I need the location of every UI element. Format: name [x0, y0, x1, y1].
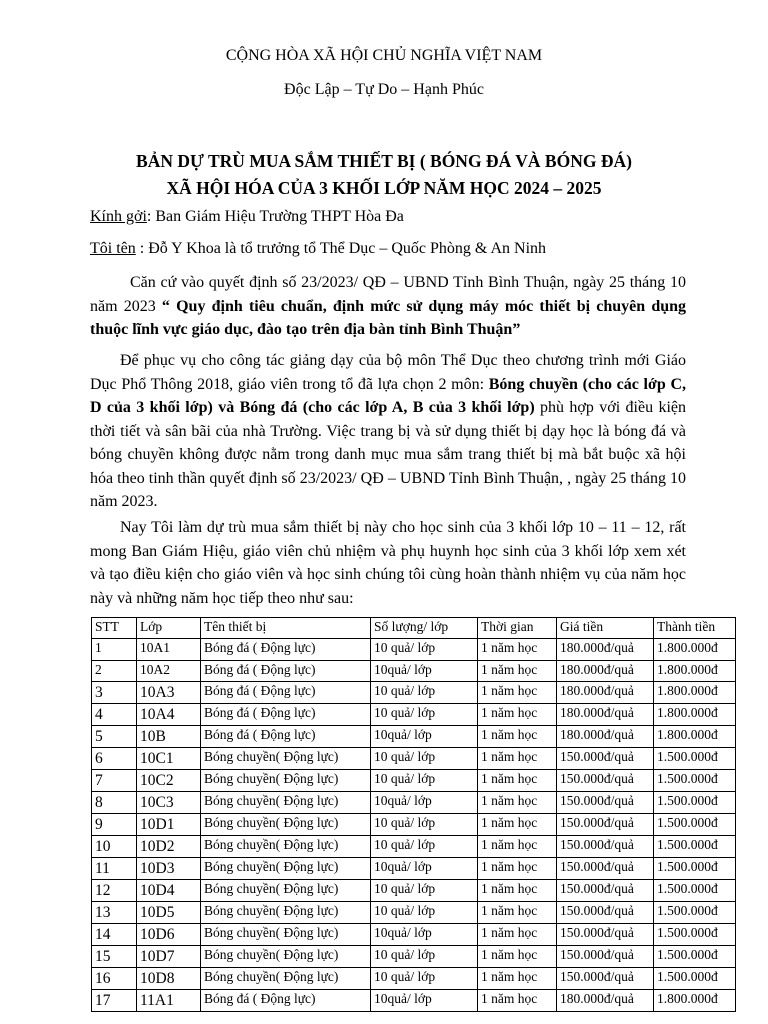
author-label: Tôi tên [90, 240, 136, 257]
cell-duration: 1 năm học [478, 703, 557, 725]
cell-item: Bóng chuyền( Động lực) [201, 879, 371, 901]
cell-stt: 17 [92, 989, 137, 1011]
cell-price: 150.000đ/quả [557, 857, 654, 879]
addressee-line [90, 208, 404, 226]
header-total: Thành tiền [654, 618, 736, 639]
table-row [92, 967, 736, 989]
cell-price: 150.000đ/quả [557, 945, 654, 967]
cell-price: 150.000đ/quả [557, 747, 654, 769]
cell-duration: 1 năm học [478, 835, 557, 857]
cell-stt: 6 [92, 747, 137, 769]
cell-quantity: 10quả/ lớp [371, 660, 478, 681]
cell-stt: 16 [92, 967, 137, 989]
title-line-1: BẢN DỰ TRÙ MUA SẮM THIẾT BỊ ( BÓNG ĐÁ VÀ BÓNG ĐÁ) [136, 151, 632, 171]
cell-stt: 13 [92, 901, 137, 923]
paragraph-request: Nay Tôi làm dự trù mua sắm thiết bị này cho học sinh của 3 khối lớp 10 – 11 – 12, rất mong Ban Giám Hiệu, giáo viên chủ nhiệm và phụ huynh học sinh của 3 khối lớp xem xét và tạo điều kiện cho giáo viên và học sinh chúng tôi cùng hoàn thành nhiệm vụ của năm học này và những năm học tiếp theo như sau: [90, 519, 686, 607]
cell-price: 180.000đ/quả [557, 703, 654, 725]
cell-price: 150.000đ/quả [557, 791, 654, 813]
cell-total: 1.500.000đ [654, 791, 736, 813]
cell-item: Bóng chuyền( Động lực) [201, 901, 371, 923]
cell-total: 1.500.000đ [654, 835, 736, 857]
table-row [92, 901, 736, 923]
cell-quantity: 10 quả/ lớp [371, 901, 478, 923]
cell-quantity: 10quả/ lớp [371, 725, 478, 747]
header-class: Lớp [137, 618, 201, 639]
cell-class: 10D7 [137, 945, 201, 967]
cell-duration: 1 năm học [478, 791, 557, 813]
cell-quantity: 10 quả/ lớp [371, 769, 478, 791]
cell-quantity: 10 quả/ lớp [371, 945, 478, 967]
cell-item: Bóng chuyền( Động lực) [201, 747, 371, 769]
header-quantity: Số lượng/ lớp [371, 618, 478, 639]
cell-price: 150.000đ/quả [557, 769, 654, 791]
equipment-table [91, 617, 736, 1012]
cell-duration: 1 năm học [478, 681, 557, 703]
cell-total: 1.800.000đ [654, 681, 736, 703]
nation-heading: CỘNG HÒA XÃ HỘI CHỦ NGHĨA VIỆT NAM [225, 47, 543, 64]
paragraph2-text1: Để phục vụ cho công tác giảng dạy của bộ môn Thể Dục theo chương trình mới Giáo Dục Phổ Thông 2018, giáo viên trong tổ đã lựa chọn 2 môn: [90, 352, 686, 393]
cell-price: 180.000đ/quả [557, 639, 654, 660]
cell-quantity: 10 quả/ lớp [371, 967, 478, 989]
header-item: Tên thiết bị [201, 618, 371, 639]
cell-stt: 9 [92, 813, 137, 835]
cell-stt: 14 [92, 923, 137, 945]
cell-item: Bóng đá ( Động lực) [201, 639, 371, 660]
cell-price: 180.000đ/quả [557, 989, 654, 1011]
table-row [92, 791, 736, 813]
cell-item: Bóng đá ( Động lực) [201, 681, 371, 703]
cell-class: 10C1 [137, 747, 201, 769]
table-body [92, 639, 736, 1012]
document-title [0, 148, 768, 202]
cell-quantity: 10 quả/ lớp [371, 747, 478, 769]
cell-stt: 3 [92, 681, 137, 703]
cell-price: 180.000đ/quả [557, 681, 654, 703]
cell-stt: 7 [92, 769, 137, 791]
table-row [92, 725, 736, 747]
cell-total: 1.500.000đ [654, 879, 736, 901]
cell-item: Bóng chuyền( Động lực) [201, 835, 371, 857]
cell-class: 11A1 [137, 989, 201, 1011]
table-row [92, 923, 736, 945]
table-row [92, 639, 736, 660]
cell-total: 1.800.000đ [654, 660, 736, 681]
cell-duration: 1 năm học [478, 879, 557, 901]
cell-duration: 1 năm học [478, 725, 557, 747]
cell-class: 10C3 [137, 791, 201, 813]
author-line [90, 240, 546, 258]
cell-quantity: 10quả/ lớp [371, 857, 478, 879]
author-text: : Đỗ Y Khoa là tổ trưởng tổ Thể Dục – Quốc Phòng & An Ninh [135, 240, 547, 257]
cell-total: 1.500.000đ [654, 747, 736, 769]
cell-stt: 1 [92, 639, 137, 660]
cell-duration: 1 năm học [478, 813, 557, 835]
table-row [92, 769, 736, 791]
cell-quantity: 10 quả/ lớp [371, 639, 478, 660]
paragraph1-bold: “ Quy định tiêu chuẩn, định mức sử dụng máy móc thiết bị chuyên dụng thuộc lĩnh vực giáo dục, đào tạo trên địa bàn tỉnh Bình Thuận” [90, 297, 687, 338]
table-row [92, 835, 736, 857]
cell-total: 1.500.000đ [654, 945, 736, 967]
cell-stt: 12 [92, 879, 137, 901]
cell-item: Bóng chuyền( Động lực) [201, 967, 371, 989]
cell-item: Bóng chuyền( Động lực) [201, 791, 371, 813]
cell-duration: 1 năm học [478, 967, 557, 989]
paragraph-purpose [90, 349, 686, 514]
table-row [92, 747, 736, 769]
cell-class: 10D3 [137, 857, 201, 879]
cell-duration: 1 năm học [478, 639, 557, 660]
cell-item: Bóng chuyền( Động lực) [201, 923, 371, 945]
cell-price: 150.000đ/quả [557, 813, 654, 835]
table-row [92, 660, 736, 681]
cell-quantity: 10quả/ lớp [371, 989, 478, 1011]
cell-stt: 8 [92, 791, 137, 813]
cell-quantity: 10quả/ lớp [371, 791, 478, 813]
addressee-label: Kính gởi [90, 208, 147, 225]
cell-total: 1.800.000đ [654, 703, 736, 725]
cell-total: 1.500.000đ [654, 769, 736, 791]
cell-stt: 4 [92, 703, 137, 725]
cell-item: Bóng chuyền( Động lực) [201, 857, 371, 879]
table-row [92, 703, 736, 725]
cell-item: Bóng đá ( Động lực) [201, 703, 371, 725]
cell-total: 1.800.000đ [654, 639, 736, 660]
cell-duration: 1 năm học [478, 747, 557, 769]
header-price: Giá tiền [557, 618, 654, 639]
title-line-2: XÃ HỘI HÓA CỦA 3 KHỐI LỚP NĂM HỌC 2024 – 2025 [166, 178, 602, 198]
national-motto: Độc Lập – Tự Do – Hạnh Phúc [284, 81, 484, 98]
cell-class: 10A3 [137, 681, 201, 703]
table-row [92, 681, 736, 703]
cell-total: 1.500.000đ [654, 813, 736, 835]
cell-duration: 1 năm học [478, 857, 557, 879]
paragraph2-bold: Bóng chuyền (cho các lớp C, D của 3 khối lớp) và Bóng đá (cho các lớp A, B của 3 khối lớp) [90, 375, 686, 416]
table-row [92, 857, 736, 879]
table-row [92, 879, 736, 901]
cell-class: 10D2 [137, 835, 201, 857]
cell-price: 150.000đ/quả [557, 923, 654, 945]
cell-price: 150.000đ/quả [557, 901, 654, 923]
table-row [92, 813, 736, 835]
table-header-row [92, 618, 736, 639]
cell-class: 10D5 [137, 901, 201, 923]
cell-duration: 1 năm học [478, 660, 557, 681]
cell-total: 1.500.000đ [654, 857, 736, 879]
cell-duration: 1 năm học [478, 945, 557, 967]
cell-quantity: 10quả/ lớp [371, 923, 478, 945]
cell-total: 1.500.000đ [654, 901, 736, 923]
cell-total: 1.800.000đ [654, 989, 736, 1011]
cell-class: 10D6 [137, 923, 201, 945]
cell-item: Bóng đá ( Động lực) [201, 660, 371, 681]
cell-class: 10D4 [137, 879, 201, 901]
cell-stt: 15 [92, 945, 137, 967]
cell-class: 10D8 [137, 967, 201, 989]
cell-stt: 2 [92, 660, 137, 681]
cell-item: Bóng đá ( Động lực) [201, 725, 371, 747]
cell-stt: 10 [92, 835, 137, 857]
cell-quantity: 10 quả/ lớp [371, 835, 478, 857]
addressee-text: : Ban Giám Hiệu Trường THPT Hòa Đa [146, 208, 404, 225]
cell-item: Bóng đá ( Động lực) [201, 989, 371, 1011]
cell-price: 180.000đ/quả [557, 725, 654, 747]
cell-duration: 1 năm học [478, 769, 557, 791]
cell-quantity: 10 quả/ lớp [371, 813, 478, 835]
paragraph-legal-basis [90, 271, 686, 342]
cell-class: 10D1 [137, 813, 201, 835]
cell-quantity: 10 quả/ lớp [371, 879, 478, 901]
cell-price: 150.000đ/quả [557, 879, 654, 901]
cell-item: Bóng chuyền( Động lực) [201, 945, 371, 967]
cell-stt: 11 [92, 857, 137, 879]
header-duration: Thời gian [478, 618, 557, 639]
cell-quantity: 10 quả/ lớp [371, 703, 478, 725]
cell-class: 10C2 [137, 769, 201, 791]
cell-class: 10A1 [137, 639, 201, 660]
table-row [92, 945, 736, 967]
cell-price: 150.000đ/quả [557, 835, 654, 857]
cell-class: 10B [137, 725, 201, 747]
cell-class: 10A4 [137, 703, 201, 725]
cell-duration: 1 năm học [478, 901, 557, 923]
cell-item: Bóng chuyền( Động lực) [201, 769, 371, 791]
header-stt: STT [92, 618, 137, 639]
paragraph2-text2: phù hợp với điều kiện thời tiết và sân bãi của nhà Trường. Việc trang bị và sử dụng thiết bị dạy học là bóng đá và bóng chuyền không được nằm trong danh mục mua sắm trang thiết bị mà bắt buộc xã hội hóa theo tinh thần quyết định số 23/2023/ QĐ – UBND Tỉnh Bình Thuận, , ngày 25 tháng 10 năm 2023. [90, 399, 686, 510]
cell-item: Bóng chuyền( Động lực) [201, 813, 371, 835]
cell-duration: 1 năm học [478, 923, 557, 945]
cell-total: 1.800.000đ [654, 725, 736, 747]
cell-duration: 1 năm học [478, 989, 557, 1011]
cell-price: 180.000đ/quả [557, 660, 654, 681]
cell-price: 150.000đ/quả [557, 967, 654, 989]
cell-stt: 5 [92, 725, 137, 747]
cell-total: 1.500.000đ [654, 967, 736, 989]
paragraph1-text: Căn cứ vào quyết định số 23/2023/ QĐ – UBND Tỉnh Bình Thuận, ngày 25 tháng 10 năm 2023 [90, 274, 686, 315]
cell-class: 10A2 [137, 660, 201, 681]
cell-quantity: 10 quả/ lớp [371, 681, 478, 703]
cell-total: 1.500.000đ [654, 923, 736, 945]
table-row [92, 989, 736, 1011]
